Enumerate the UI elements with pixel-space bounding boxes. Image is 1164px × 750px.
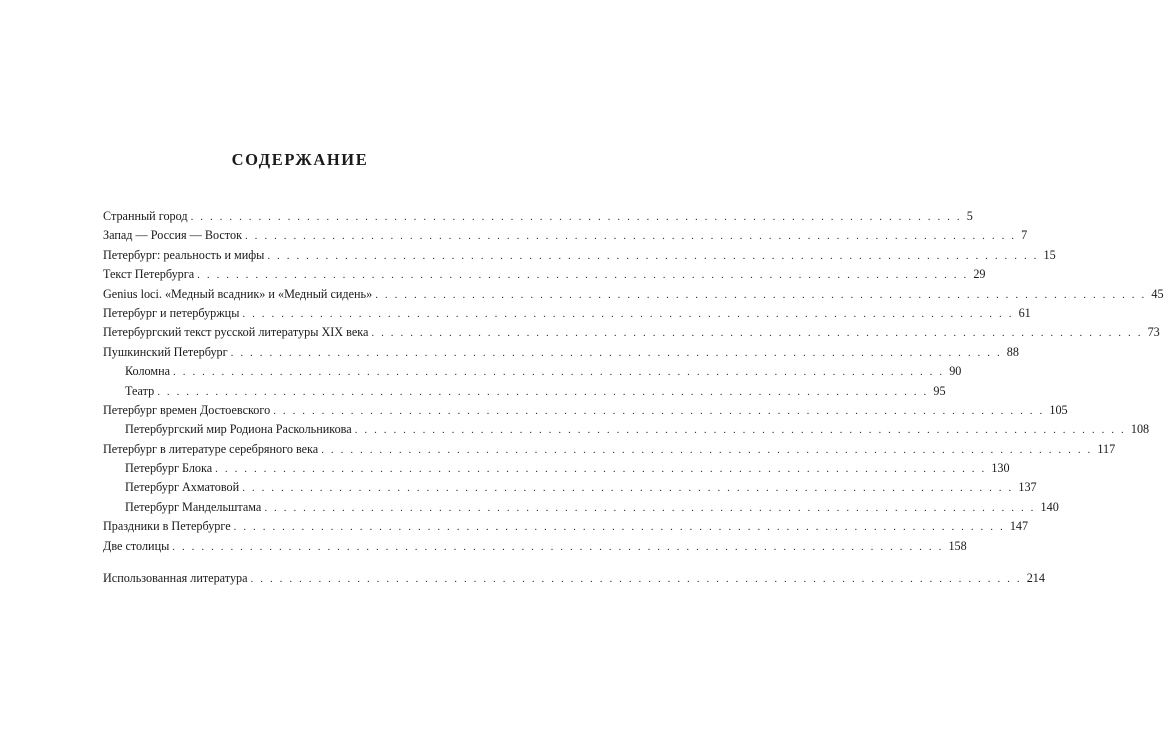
toc-entry[interactable] bbox=[103, 362, 962, 381]
dot-leader: . . . . . . . . . . . . . . . . . . . . . . . . . . . . . . . . . . . . . . . . . . . . . . . . . . . . . . . . . . . . . . . . . . . . . . . . . . . . . . . . bbox=[375, 288, 1147, 301]
dot-leader: . . . . . . . . . . . . . . . . . . . . . . . . . . . . . . . . . . . . . . . . . . . . . . . . . . . . . . . . . . . . . . . . . . . . . . . . . . . . . . . . bbox=[173, 366, 945, 379]
toc-entry[interactable] bbox=[103, 226, 1028, 245]
toc-entry-title: Петербург Мандельштама bbox=[125, 499, 262, 514]
toc-entry-title: Пушкинский Петербург bbox=[103, 344, 228, 359]
dot-leader: . . . . . . . . . . . . . . . . . . . . . . . . . . . . . . . . . . . . . . . . . . . . . . . . . . . . . . . . . . . . . . . . . . . . . . . . . . . . . . . . bbox=[244, 230, 1017, 243]
dot-leader: . . . . . . . . . . . . . . . . . . . . . . . . . . . . . . . . . . . . . . . . . . . . . . . . . . . . . . . . . . . . . . . . . . . . . . . . . . . . . . . . bbox=[230, 346, 1002, 359]
toc-entry[interactable] bbox=[103, 478, 1037, 497]
toc-entry[interactable] bbox=[103, 382, 946, 401]
toc-entry-title: Коломна bbox=[125, 364, 171, 379]
dot-leader: . . . . . . . . . . . . . . . . . . . . . . . . . . . . . . . . . . . . . . . . . . . . . . . . . . . . . . . . . . . . . . . . . . . . . . . . . . . . . . . . bbox=[354, 424, 1126, 437]
toc-entry-page-number: 140 bbox=[1040, 499, 1059, 514]
toc-entry-page-number: 90 bbox=[949, 364, 962, 379]
toc-entry-page-number: 5 bbox=[966, 209, 973, 223]
toc-entry[interactable] bbox=[103, 537, 967, 556]
toc-entry-title: Две столицы bbox=[103, 538, 170, 553]
toc-entry-title: Праздники в Петербурге bbox=[103, 519, 231, 534]
dot-leader: . . . . . . . . . . . . . . . . . . . . . . . . . . . . . . . . . . . . . . . . . . . . . . . . . . . . . . . . . . . . . . . . . . . . . . . . . . . . . . . . bbox=[157, 385, 929, 398]
toc-entry[interactable] bbox=[103, 569, 1045, 588]
toc-entry[interactable] bbox=[103, 207, 973, 226]
toc-entry-title: Петербург Блока bbox=[125, 461, 213, 476]
toc-entry-page-number: 158 bbox=[948, 538, 967, 553]
toc-entry-page-number: 147 bbox=[1009, 519, 1029, 534]
toc-entry-page-number: 117 bbox=[1097, 441, 1116, 456]
toc-entry-page-number: 45 bbox=[1151, 286, 1164, 301]
dot-leader: . . . . . . . . . . . . . . . . . . . . . . . . . . . . . . . . . . . . . . . . . . . . . . . . . . . . . . . . . . . . . . . . . . . . . . . . . . . . . . . . bbox=[197, 269, 969, 282]
toc-entry-page-number: 15 bbox=[1043, 247, 1056, 262]
dot-leader: . . . . . . . . . . . . . . . . . . . . . . . . . . . . . . . . . . . . . . . . . . . . . . . . . . . . . . . . . . . . . . . . . . . . . . . . . . . . . . . . bbox=[172, 540, 944, 553]
toc-entry-page-number: 7 bbox=[1021, 228, 1028, 243]
dot-leader: . . . . . . . . . . . . . . . . . . . . . . . . . . . . . . . . . . . . . . . . . . . . . . . . . . . . . . . . . . . . . . . . . . . . . . . . . . . . . . . . bbox=[242, 307, 1014, 320]
toc-entry-title: Текст Петербурга bbox=[103, 267, 195, 282]
toc-entry-page-number: 29 bbox=[973, 267, 986, 282]
toc-entry[interactable] bbox=[103, 420, 1150, 439]
toc-entry[interactable] bbox=[103, 401, 1068, 420]
toc-entry[interactable] bbox=[103, 323, 1160, 342]
toc-entry[interactable] bbox=[103, 304, 1031, 323]
toc-entry-title: Петербург в литературе серебряного века bbox=[103, 441, 319, 456]
toc-entry-title: Петербург времен Достоевского bbox=[103, 402, 271, 417]
toc-entry-title: Петербург Ахматовой bbox=[125, 480, 240, 495]
toc-entry[interactable] bbox=[103, 440, 1116, 459]
toc-entry[interactable] bbox=[103, 343, 1019, 362]
dot-leader: . . . . . . . . . . . . . . . . . . . . . . . . . . . . . . . . . . . . . . . . . . . . . . . . . . . . . . . . . . . . . . . . . . . . . . . . . . . . . . . . bbox=[250, 573, 1022, 586]
toc-entry-page-number: 73 bbox=[1147, 325, 1160, 340]
toc-entry-page-number: 105 bbox=[1049, 402, 1068, 417]
toc-entry[interactable] bbox=[103, 285, 1164, 304]
toc-entry-page-number: 95 bbox=[933, 383, 946, 398]
toc-entry-title: Петербургский мир Родиона Раскольникова bbox=[125, 422, 352, 437]
toc-entry-title: Петербургский текст русской литературы XIX века bbox=[103, 325, 369, 340]
toc-entry-page-number: 61 bbox=[1018, 305, 1031, 320]
dot-leader: . . . . . . . . . . . . . . . . . . . . . . . . . . . . . . . . . . . . . . . . . . . . . . . . . . . . . . . . . . . . . . . . . . . . . . . . . . . . . . . . bbox=[321, 443, 1093, 456]
page-title: СОДЕРЖАНИЕ bbox=[231, 150, 369, 169]
dot-leader: . . . . . . . . . . . . . . . . . . . . . . . . . . . . . . . . . . . . . . . . . . . . . . . . . . . . . . . . . . . . . . . . . . . . . . . . . . . . . . . . bbox=[273, 404, 1045, 417]
table-of-contents bbox=[103, 207, 1164, 588]
toc-entry-title: Петербург и петербуржцы bbox=[103, 305, 240, 320]
toc-entry-title: Петербург: реальность и мифы bbox=[103, 247, 265, 262]
dot-leader: . . . . . . . . . . . . . . . . . . . . . . . . . . . . . . . . . . . . . . . . . . . . . . . . . . . . . . . . . . . . . . . . . . . . . . . . . . . . . . . . bbox=[371, 327, 1143, 340]
toc-entry-title: Genius loci. «Медный всадник» и «Медный сидень» bbox=[103, 286, 373, 301]
toc-entry-page-number: 88 bbox=[1006, 344, 1019, 359]
dot-leader: . . . . . . . . . . . . . . . . . . . . . . . . . . . . . . . . . . . . . . . . . . . . . . . . . . . . . . . . . . . . . . . . . . . . . . . . . . . . . . . . bbox=[264, 501, 1036, 514]
toc-entry-title: Использованная литература bbox=[103, 571, 248, 586]
dot-leader: . . . . . . . . . . . . . . . . . . . . . . . . . . . . . . . . . . . . . . . . . . . . . . . . . . . . . . . . . . . . . . . . . . . . . . . . . . . . . . . . bbox=[215, 463, 987, 476]
toc-entry[interactable] bbox=[103, 265, 986, 284]
dot-leader: . . . . . . . . . . . . . . . . . . . . . . . . . . . . . . . . . . . . . . . . . . . . . . . . . . . . . . . . . . . . . . . . . . . . . . . . . . . . . . . . bbox=[242, 482, 1014, 495]
toc-entry-page-number: 214 bbox=[1026, 571, 1045, 586]
toc-entry-title: Странный город bbox=[103, 209, 188, 223]
toc-entry-title: Театр bbox=[125, 383, 155, 398]
toc-entry[interactable] bbox=[103, 517, 1029, 536]
dot-leader: . . . . . . . . . . . . . . . . . . . . . . . . . . . . . . . . . . . . . . . . . . . . . . . . . . . . . . . . . . . . . . . . . . . . . . . . . . . . . . . . bbox=[190, 211, 962, 223]
dot-leader: . . . . . . . . . . . . . . . . . . . . . . . . . . . . . . . . . . . . . . . . . . . . . . . . . . . . . . . . . . . . . . . . . . . . . . . . . . . . . . . . bbox=[233, 521, 1005, 534]
toc-entry[interactable] bbox=[103, 246, 1056, 265]
toc-entry[interactable] bbox=[103, 498, 1059, 517]
toc-entry-page-number: 137 bbox=[1018, 480, 1037, 495]
toc-entry-page-number: 130 bbox=[991, 461, 1010, 476]
dot-leader: . . . . . . . . . . . . . . . . . . . . . . . . . . . . . . . . . . . . . . . . . . . . . . . . . . . . . . . . . . . . . . . . . . . . . . . . . . . . . . . . bbox=[267, 249, 1039, 262]
toc-entry-page-number: 108 bbox=[1130, 422, 1150, 437]
toc-entry-title: Запад — Россия — Восток bbox=[103, 228, 242, 243]
toc-entry[interactable] bbox=[103, 459, 1010, 478]
